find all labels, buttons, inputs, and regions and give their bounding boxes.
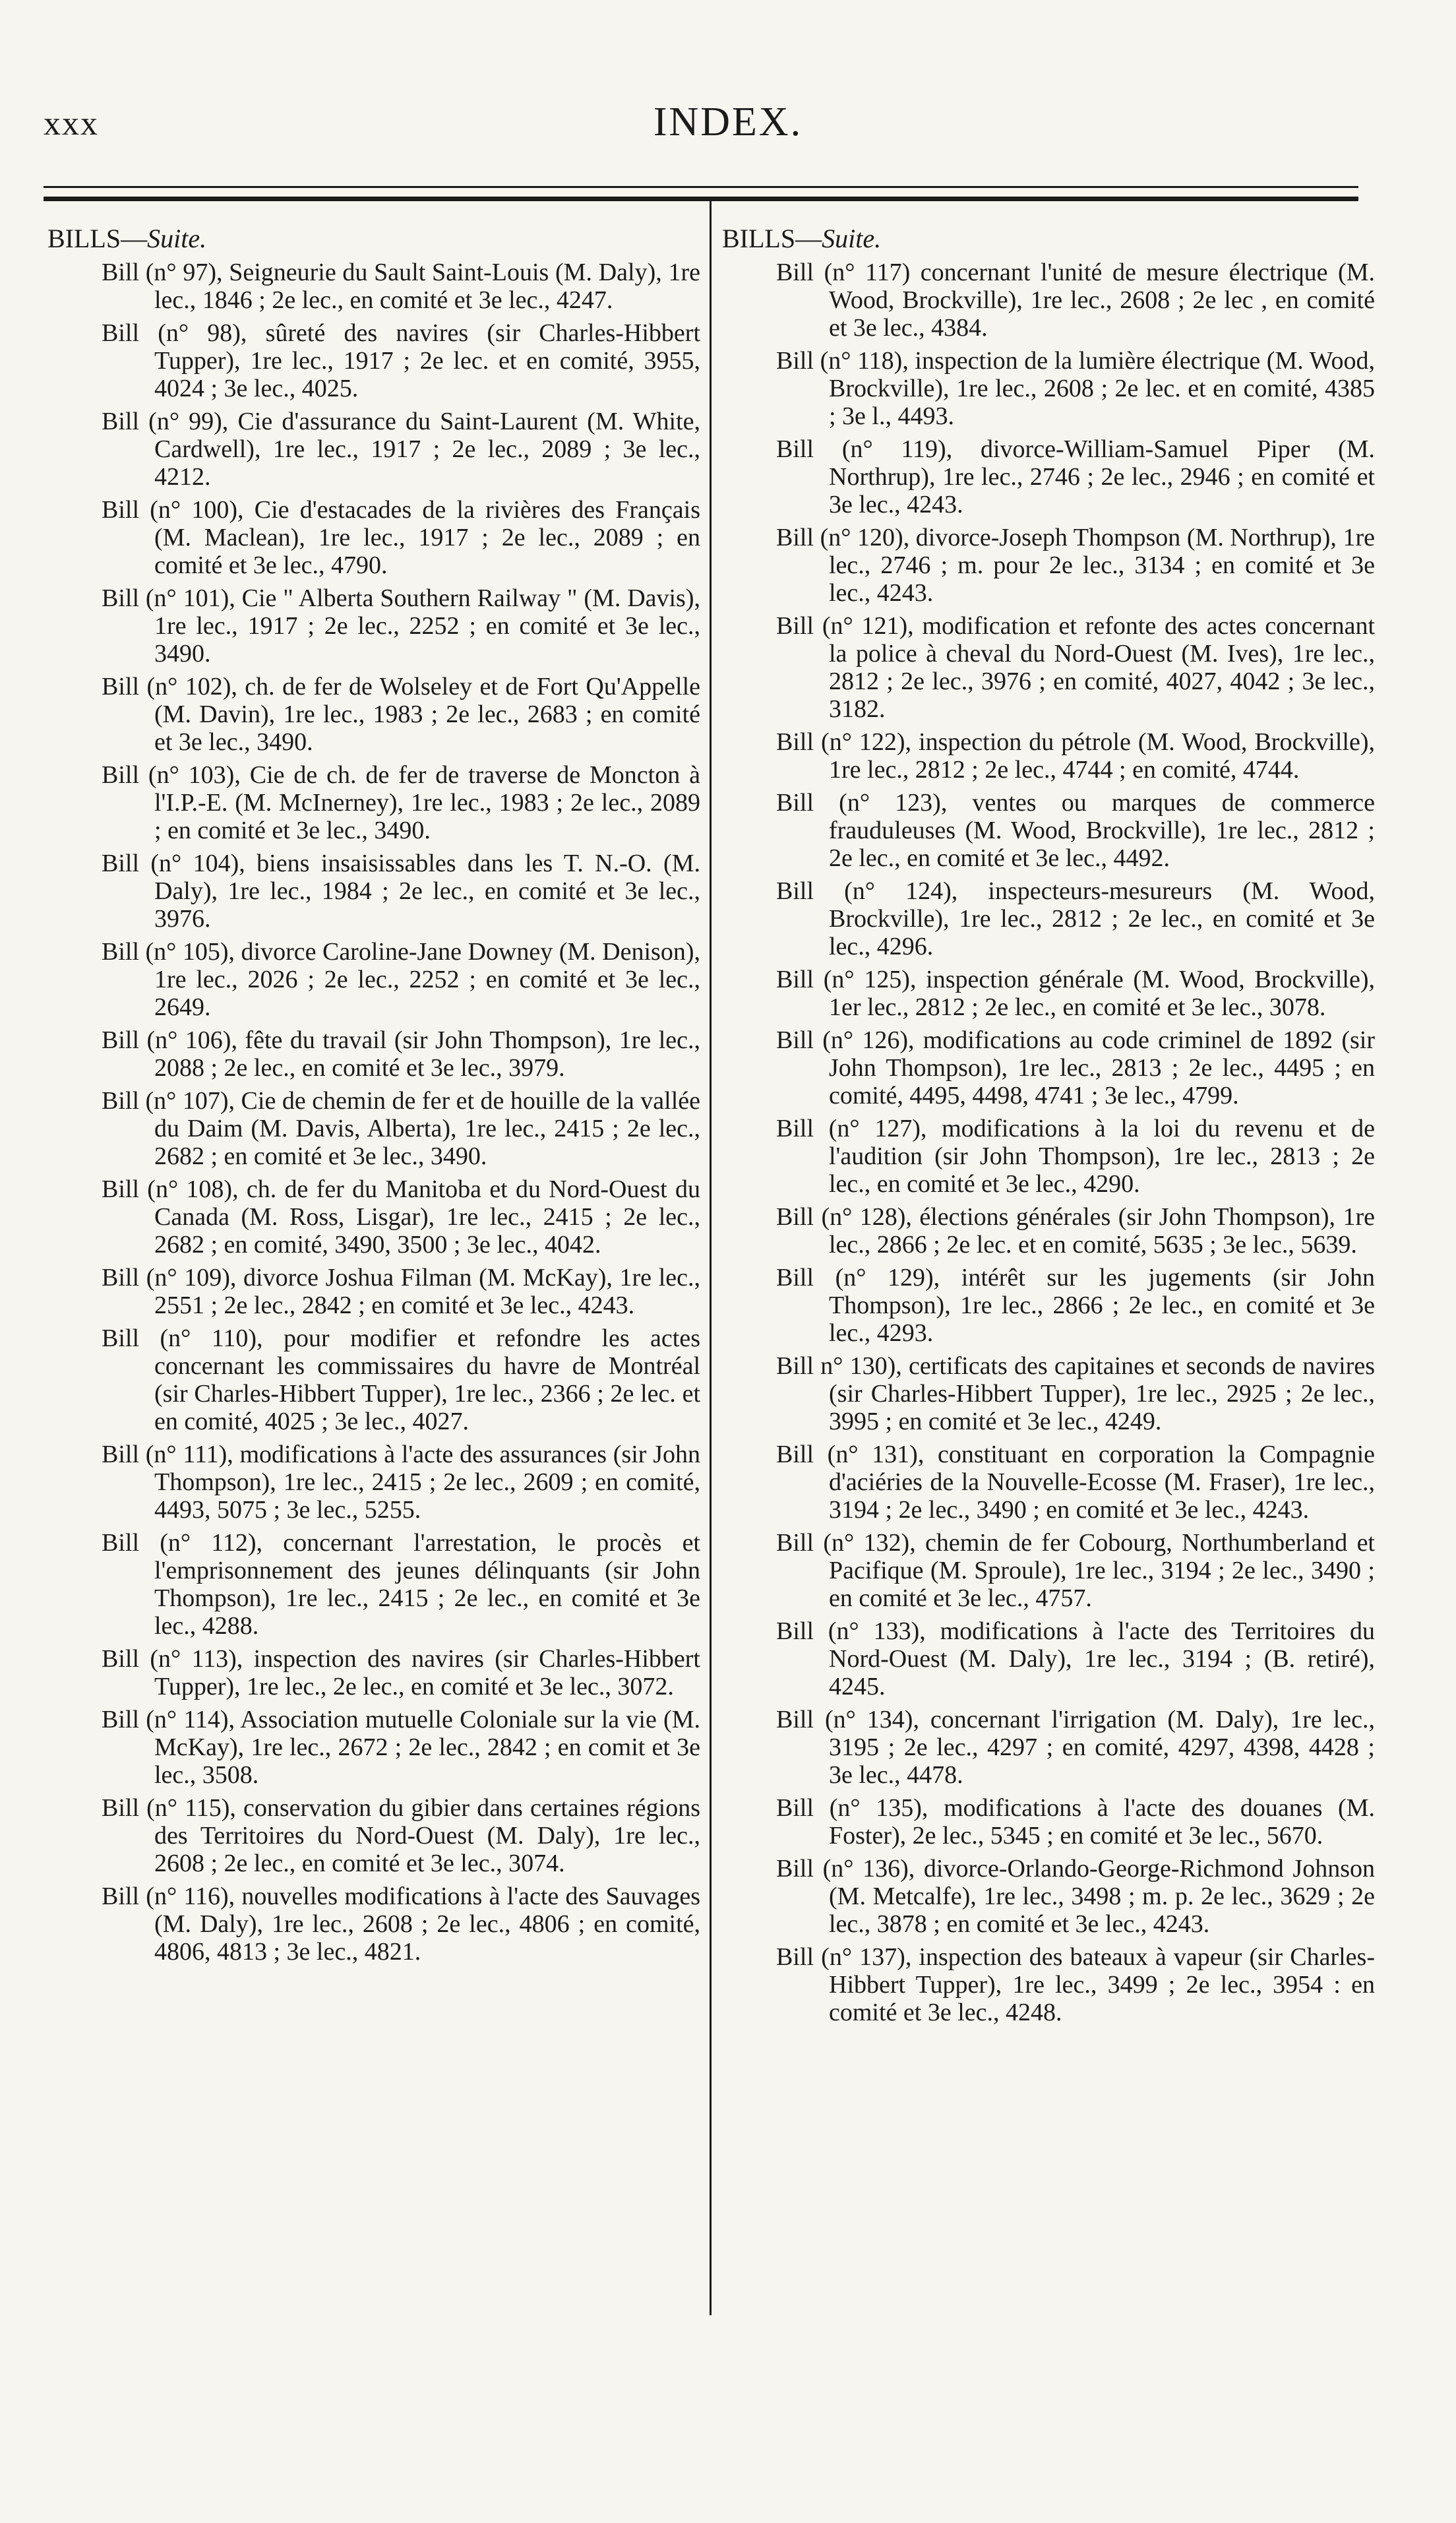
index-entry: Bill (n° 119), divorce-William-Samuel Piper (M. Northrup), 1re lec., 2746 ; 2e lec., 2946 ; en comité et 3e lec., 4243. <box>776 435 1375 518</box>
index-entry: Bill (n° 133), modifications à l'acte des Territoires du Nord-Ouest (M. Daly), 1re lec., 3194 ; (B. retiré), 4245. <box>776 1617 1375 1700</box>
index-entry: Bill (n° 116), nouvelles modifications à l'acte des Sauvages (M. Daly), 1re lec., 2608 ; 2e lec., 4806 ; en comité, 4806, 4813 ; 3e lec., 4821. <box>102 1883 700 1966</box>
index-entry: Bill (n° 113), inspection des navires (sir Charles-Hibbert Tupper), 1re lec., 2e lec., en comité et 3e lec., 3072. <box>102 1645 700 1700</box>
header-rule-thin <box>44 186 1358 188</box>
left-column <box>47 224 700 1971</box>
index-entry: Bill (n° 117) concernant l'unité de mesure électrique (M. Wood, Brockville), 1re lec., 2608 ; 2e lec , en comité et 3e lec., 4384. <box>776 259 1375 342</box>
index-entry: Bill (n° 135), modifications à l'acte des douanes (M. Foster), 2e lec., 5345 ; en comité et 3e lec., 5670. <box>776 1794 1375 1850</box>
index-entry: Bill (n° 103), Cie de ch. de fer de traverse de Moncton à l'I.P.-E. (M. McInerney), 1re lec., 1983 ; 2e lec., 2089 ; en comité et 3e lec., 3490. <box>102 761 700 844</box>
index-entry: Bill (n° 102), ch. de fer de Wolseley et de Fort Qu'Appelle (M. Davin), 1re lec., 1983 ; 2e lec., 2683 ; en comité et 3e lec., 3490. <box>102 673 700 756</box>
entry-list <box>47 259 700 1966</box>
index-entry: Bill (n° 97), Seigneurie du Sault Saint-Louis (M. Daly), 1re lec., 1846 ; 2e lec., en comité et 3e lec., 4247. <box>102 259 700 314</box>
right-column <box>722 224 1375 2032</box>
index-entry: Bill (n° 110), pour modifier et refondre les actes concernant les commissaires du havre de Montréal (sir Charles-Hibbert Tupper), 1re lec., 2366 ; 2e lec. et en comité, 4025 ; 3e lec., 4027. <box>102 1324 700 1435</box>
index-entry: Bill (n° 128), élections générales (sir John Thompson), 1re lec., 2866 ; 2e lec. et en comité, 5635 ; 3e lec., 5639. <box>776 1203 1375 1259</box>
index-entry: Bill (n° 120), divorce-Joseph Thompson (M. Northrup), 1re lec., 2746 ; m. pour 2e lec., 3134 ; en comité et 3e lec., 4243. <box>776 524 1375 607</box>
index-entry: Bill (n° 129), intérêt sur les jugements (sir John Thompson), 1re lec., 2866 ; 2e lec., en comité et 3e lec., 4293. <box>776 1264 1375 1347</box>
index-entry: Bill (n° 126), modifications au code criminel de 1892 (sir John Thompson), 1re lec., 2813 ; 2e lec., 4495 ; en comité, 4495, 4498, 4741 ; 3e lec., 4799. <box>776 1026 1375 1109</box>
index-entry: Bill (n° 137), inspection des bateaux à vapeur (sir Charles-Hibbert Tupper), 1re lec., 3499 ; 2e lec., 3954 : en comité et 3e lec., 4248. <box>776 1943 1375 2026</box>
index-entry: Bill (n° 106), fête du travail (sir John Thompson), 1re lec., 2088 ; 2e lec., en comité et 3e lec., 3979. <box>102 1026 700 1082</box>
index-entry: Bill (n° 136), divorce-Orlando-George-Richmond Johnson (M. Metcalfe), 1re lec., 3498 ; m. p. 2e lec., 3629 ; 2e lec., 3878 ; en comité et 3e lec., 4243. <box>776 1855 1375 1938</box>
index-entry: Bill (n° 114), Association mutuelle Coloniale sur la vie (M. McKay), 1re lec., 2672 ; 2e lec., 2842 ; en comit et 3e lec., 3508. <box>102 1706 700 1789</box>
index-entry: Bill (n° 112), concernant l'arrestation, le procès et l'emprisonnement des jeunes délinquants (sir John Thompson), 1re lec., 2415 ; 2e lec., en comité et 3e lec., 4288. <box>102 1529 700 1640</box>
index-entry: Bill (n° 124), inspecteurs-mesureurs (M. Wood, Brockville), 1re lec., 2812 ; 2e lec., en comité et 3e lec., 4296. <box>776 877 1375 960</box>
page-title: INDEX. <box>653 100 803 144</box>
section-heading: BILLS—Suite. <box>47 224 207 253</box>
section-heading-label: BILLS <box>722 224 796 253</box>
section-heading-suffix: Suite. <box>822 224 882 253</box>
index-entry: Bill (n° 101), Cie " Alberta Southern Railway " (M. Davis), 1re lec., 1917 ; 2e lec., 2252 ; en comité et 3e lec., 3490. <box>102 584 700 668</box>
index-entry: Bill (n° 115), conservation du gibier dans certaines régions des Territoires du Nord-Ouest (M. Daly), 1re lec., 2608 ; 2e lec., en comité et 3e lec., 3074. <box>102 1794 700 1877</box>
index-entry: Bill (n° 99), Cie d'assurance du Saint-Laurent (M. White, Cardwell), 1re lec., 1917 ; 2e lec., 2089 ; 3e lec., 4212. <box>102 408 700 491</box>
index-entry: Bill (n° 131), constituant en corporation la Compagnie d'aciéries de la Nouvelle-Ecosse (M. Fraser), 1re lec., 3194 ; 2e lec., 3490 ; en comité et 3e lec., 4243. <box>776 1441 1375 1524</box>
index-entry: Bill (n° 123), ventes ou marques de commerce frauduleuses (M. Wood, Brockville), 1re lec., 2812 ; 2e lec., en comité et 3e lec., 4492. <box>776 789 1375 872</box>
section-heading: BILLS—Suite. <box>722 224 882 253</box>
index-entry: Bill (n° 127), modifications à la loi du revenu et de l'audition (sir John Thompson), 1re lec., 2813 ; 2e lec., en comité et 3e lec., 4290. <box>776 1115 1375 1198</box>
index-entry: Bill (n° 121), modification et refonte des actes concernant la police à cheval du Nord-Ouest (M. Ives), 1re lec., 2812 ; 2e lec., 3976 ; en comité, 4027, 4042 ; 3e lec., 3182. <box>776 612 1375 723</box>
index-entry: Bill (n° 132), chemin de fer Cobourg, Northumberland et Pacifique (M. Sproule), 1re lec., 3194 ; 2e lec., 3490 ; en comité et 3e lec., 4757. <box>776 1529 1375 1612</box>
index-entry: Bill n° 130), certificats des capitaines et seconds de navires (sir Charles-Hibbert Tupper), 1re lec., 2925 ; 2e lec., 3995 ; en comité et 3e lec., 4249. <box>776 1352 1375 1435</box>
section-heading-label: BILLS <box>47 224 121 253</box>
header-rule-thick <box>44 197 1358 201</box>
index-entry: Bill (n° 98), sûreté des navires (sir Charles-Hibbert Tupper), 1re lec., 1917 ; 2e lec. et en comité, 3955, 4024 ; 3e lec., 4025. <box>102 319 700 402</box>
index-entry: Bill (n° 107), Cie de chemin de fer et de houille de la vallée du Daim (M. Davis, Alberta), 1re lec., 2415 ; 2e lec., 2682 ; en comité et 3e lec., 3490. <box>102 1087 700 1170</box>
index-entry: Bill (n° 125), inspection générale (M. Wood, Brockville), 1er lec., 2812 ; 2e lec., en comité et 3e lec., 3078. <box>776 966 1375 1021</box>
index-entry: Bill (n° 134), concernant l'irrigation (M. Daly), 1re lec., 3195 ; 2e lec., 4297 ; en comité, 4297, 4398, 4428 ; 3e lec., 4478. <box>776 1706 1375 1789</box>
index-entry: Bill (n° 100), Cie d'estacades de la rivières des Français (M. Maclean), 1re lec., 1917 ; 2e lec., 2089 ; en comité et 3e lec., 4790. <box>102 496 700 579</box>
section-heading-suffix: Suite. <box>147 224 207 253</box>
column-divider <box>710 201 712 2315</box>
index-entry: Bill (n° 118), inspection de la lumière électrique (M. Wood, Brockville), 1re lec., 2608 ; 2e lec. et en comité, 4385 ; 3e l., 4493. <box>776 347 1375 430</box>
index-entry: Bill (n° 108), ch. de fer du Manitoba et du Nord-Ouest du Canada (M. Ross, Lisgar), 1re lec., 2415 ; 2e lec., 2682 ; en comité, 3490, 3500 ; 3e lec., 4042. <box>102 1175 700 1259</box>
index-entry: Bill (n° 104), biens insaisissables dans les T. N.-O. (M. Daly), 1re lec., 1984 ; 2e lec., en comité et 3e lec., 3976. <box>102 850 700 933</box>
index-entry: Bill (n° 111), modifications à l'acte des assurances (sir John Thompson), 1re lec., 2415 ; 2e lec., 2609 ; en comité, 4493, 5075 ; 3e lec., 5255. <box>102 1441 700 1524</box>
index-entry: Bill (n° 109), divorce Joshua Filman (M. McKay), 1re lec., 2551 ; 2e lec., 2842 ; en comité et 3e lec., 4243. <box>102 1264 700 1319</box>
page-number: xxx <box>44 105 99 142</box>
entry-list <box>722 259 1375 2026</box>
index-entry: Bill (n° 105), divorce Caroline-Jane Downey (M. Denison), 1re lec., 2026 ; 2e lec., 2252 ; en comité et 3e lec., 2649. <box>102 938 700 1021</box>
index-entry: Bill (n° 122), inspection du pétrole (M. Wood, Brockville), 1re lec., 2812 ; 2e lec., 4744 ; en comité, 4744. <box>776 728 1375 784</box>
